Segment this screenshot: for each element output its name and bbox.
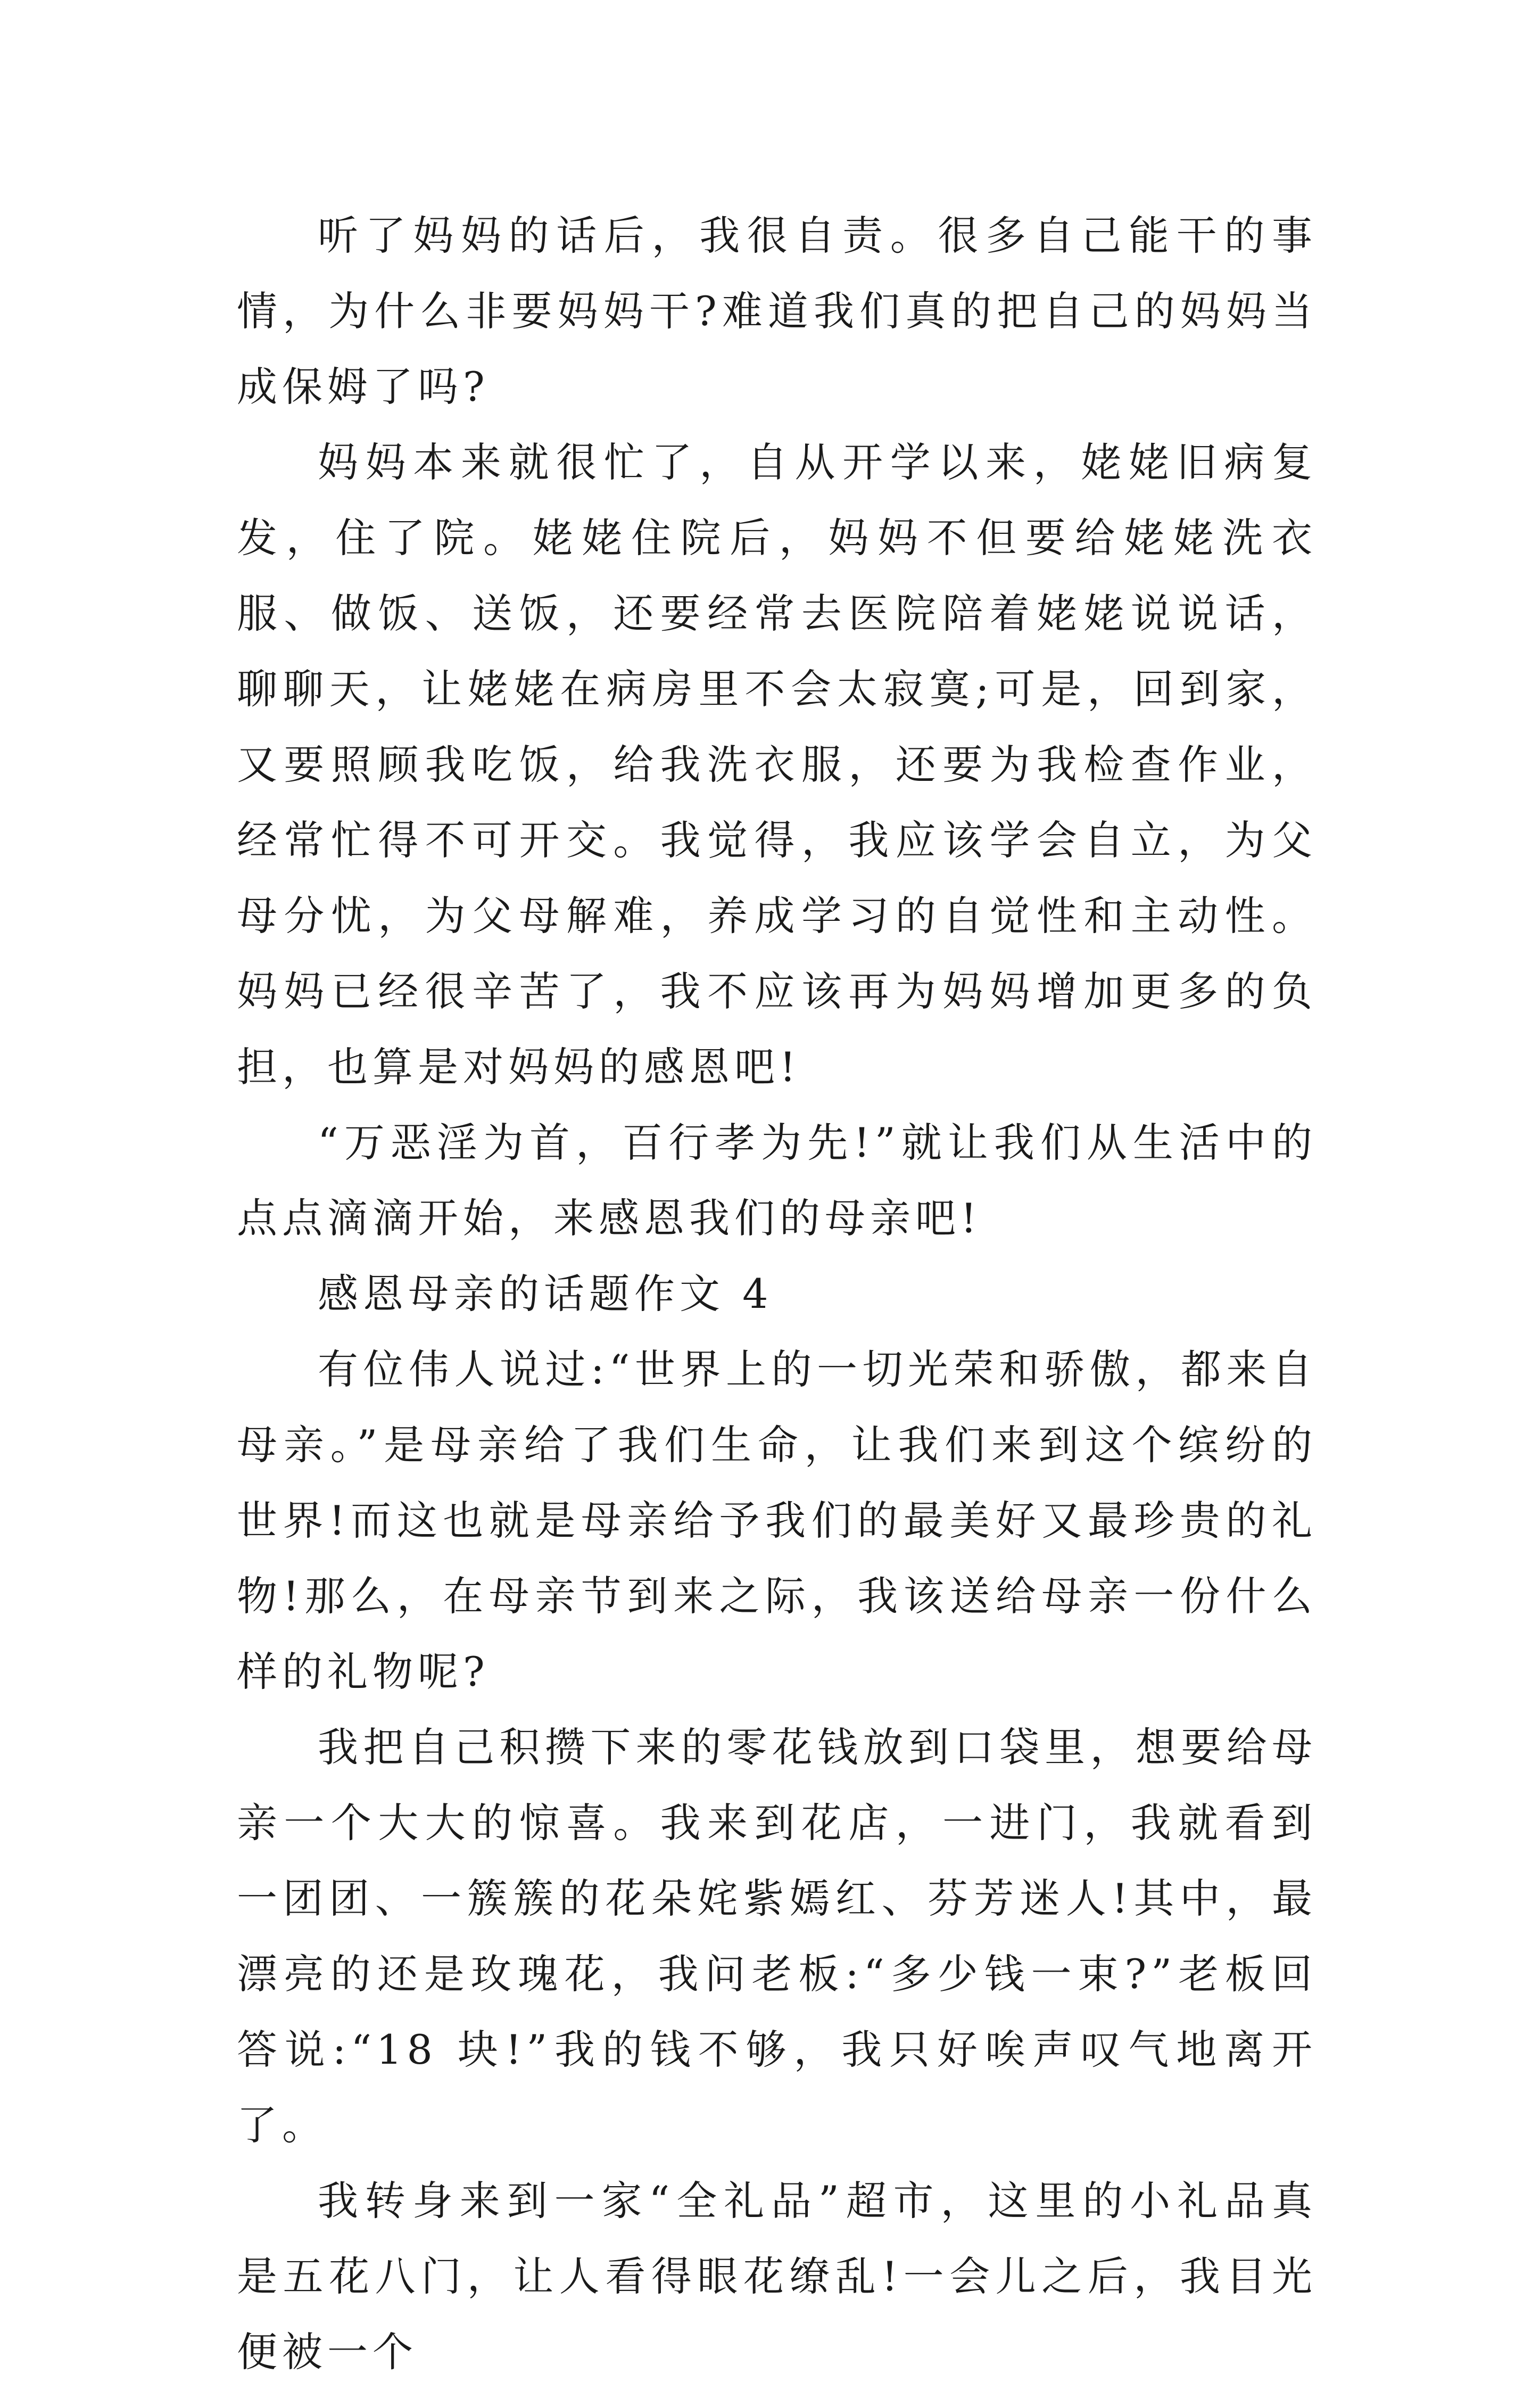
paragraph: 妈妈本来就很忙了，自从开学以来，姥姥旧病复发，住了院。姥姥住院后，妈妈不但要给姥姥洗衣服、做饭、送饭，还要经常去医院陪着姥姥说说话，聊聊天，让姥姥在病房里不会太寂寞;可是，回到家，又要照顾我吃饭，给我洗衣服，还要为我检查作业，经常忙得不可开交。我觉得，我应该学会自立，为父母分忧，为父母解难，养成学习的自觉性和主动性。妈妈已经很辛苦了，我不应该再为妈妈增加更多的负担，也算是对妈妈的感恩吧! xyxy=(237,439,1317,1091)
section-heading: 感恩母亲的话题作文 4 xyxy=(318,1270,773,1317)
paragraph: 我把自己积攒下来的零花钱放到口袋里，想要给母亲一个大大的惊喜。我来到花店，一进门，我就看到一团团、一簇簇的花朵姹紫嫣红、芬芳迷人!其中，最漂亮的还是玫瑰花，我问老板:“多少钱一束?”老板回答说:“18 块!”我的钱不够，我只好唉声叹气地离开了。 xyxy=(237,1724,1317,2149)
paragraph: “万恶淫为首，百行孝为先!”就让我们从生活中的点点滴滴开始，来感恩我们的母亲吧! xyxy=(237,1119,1317,1242)
paragraph: 听了妈妈的话后，我很自责。很多自己能干的事情，为什么非要妈妈干?难道我们真的把自己的妈妈当成保姆了吗? xyxy=(237,212,1317,410)
paragraph: 我转身来到一家“全礼品”超市，这里的小礼品真是五花八门，让人看得眼花缭乱!一会儿之后，我目光便被一个 xyxy=(237,2177,1317,2376)
paragraph: 有位伟人说过:“世界上的一切光荣和骄傲，都来自母亲。”是母亲给了我们生命，让我们来到这个缤纷的世界!而这也就是母亲给予我们的最美好又最珍贵的礼物!那么，在母亲节到来之际，我该送给母亲一份什么样的礼物呢? xyxy=(237,1346,1317,1695)
document-body xyxy=(237,198,1317,2390)
